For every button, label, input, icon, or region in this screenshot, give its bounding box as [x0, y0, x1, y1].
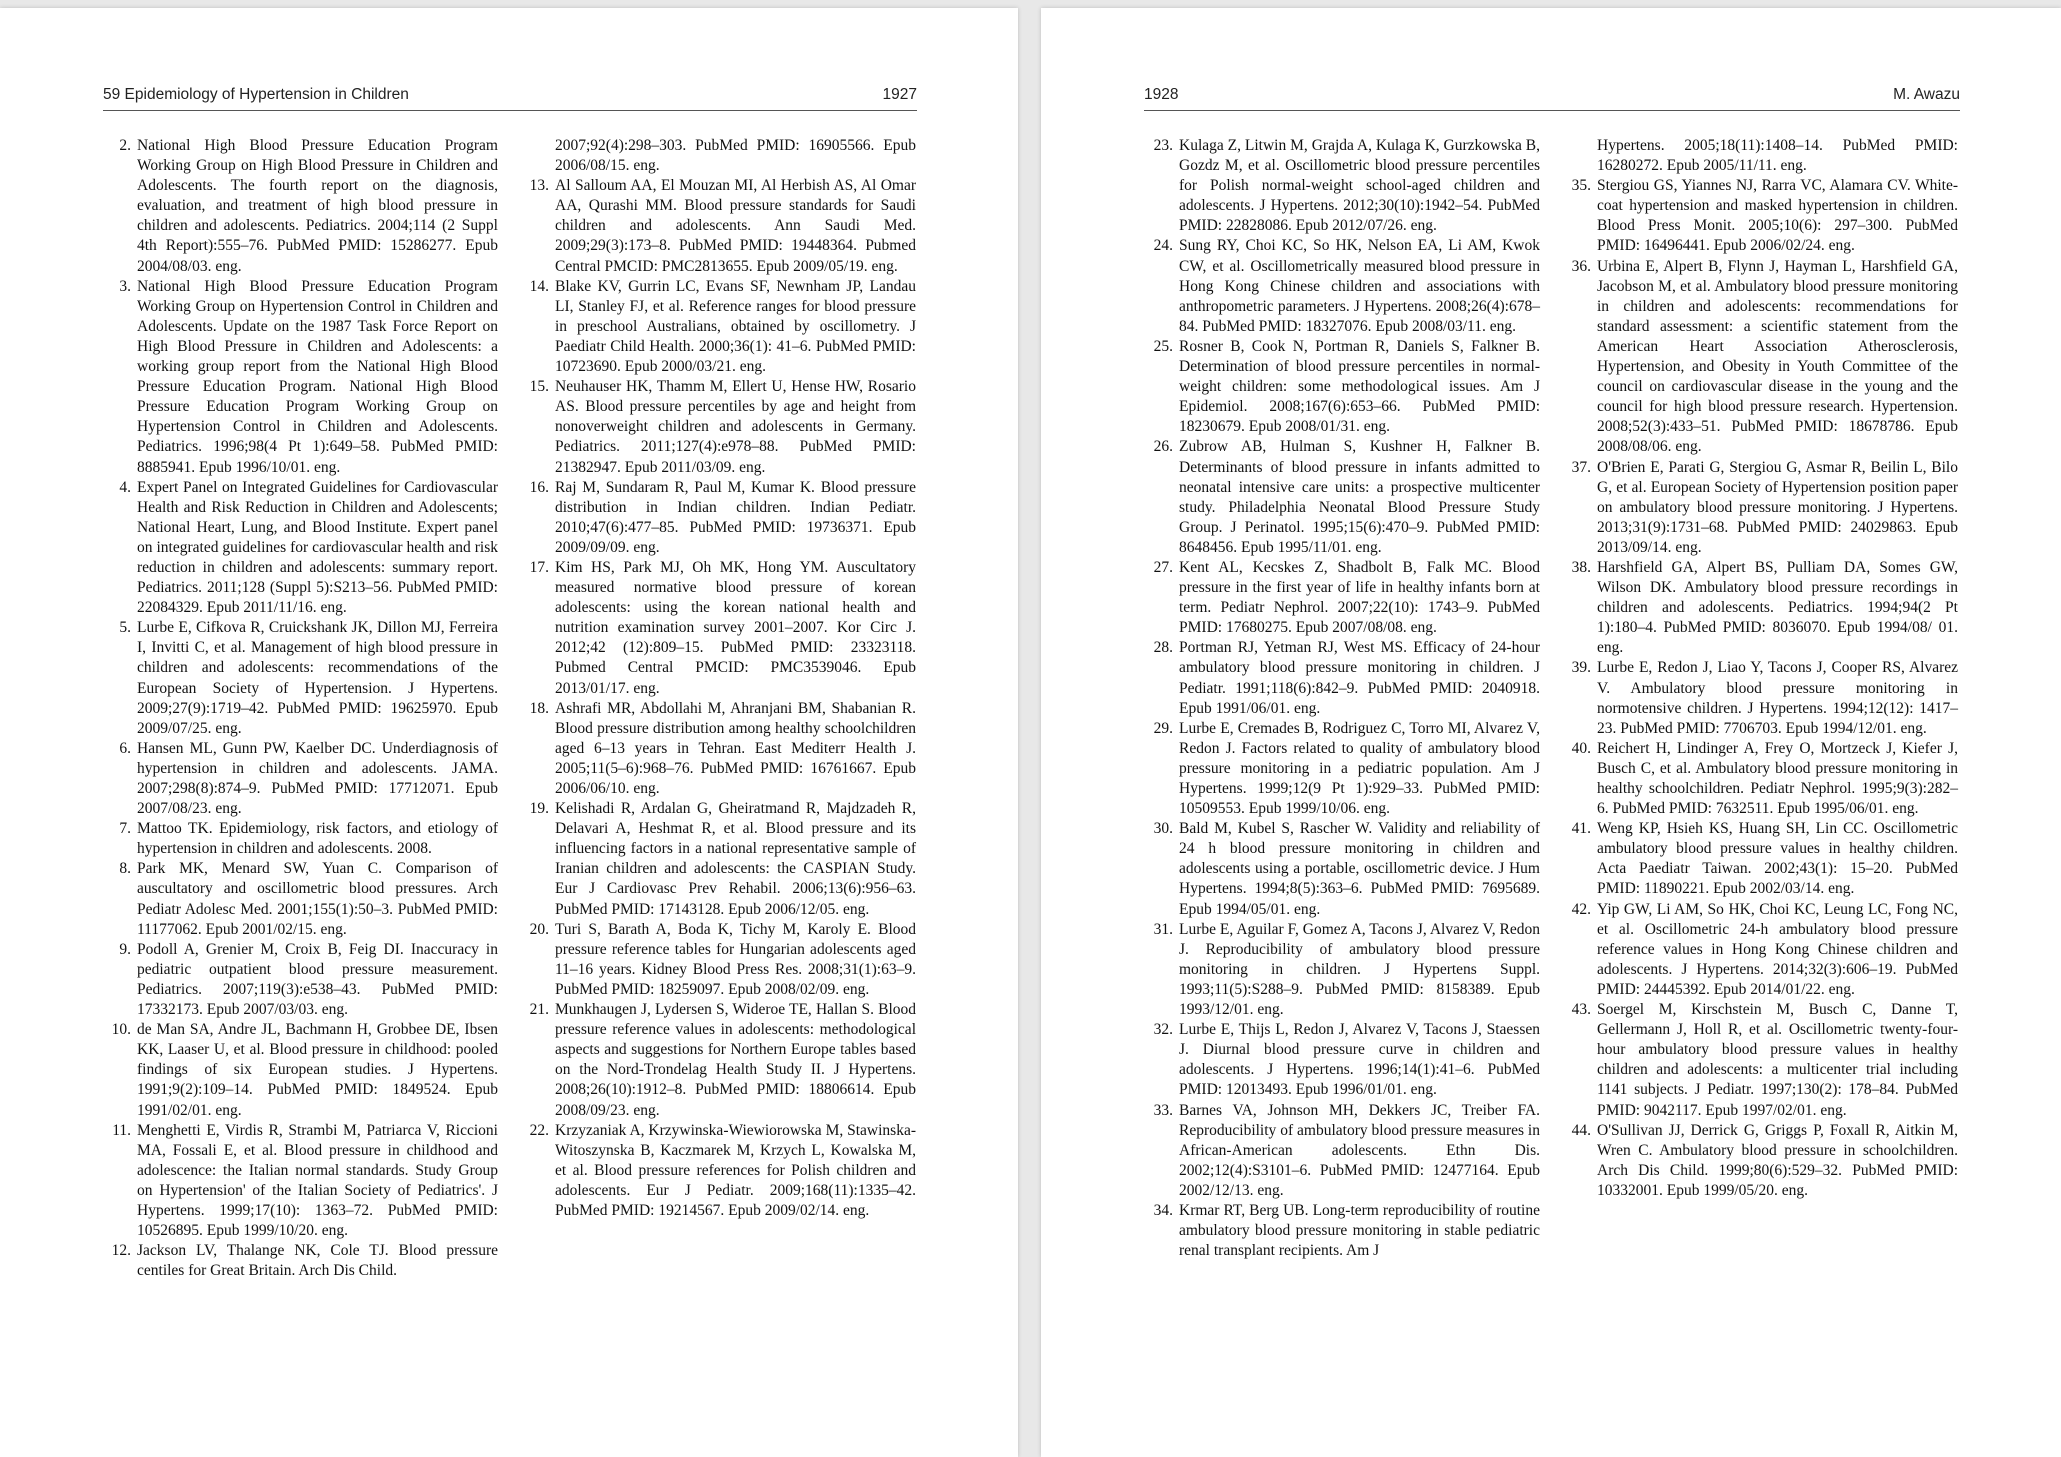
running-header [1144, 82, 1960, 111]
reference-text: Bald M, Kubel S, Rascher W. Validity and reliability of 24 h blood pressure monitoring in children and adolescents using a portable, oscillometric device. J Hum Hypertens. 1994;8(5):363–6. PubMed PMID: 7695689. Epub 1994/05/01. eng. [1179, 820, 1540, 918]
reference-text: 2007;92(4):298–303. PubMed PMID: 16905566. Epub 2006/08/15. eng. [555, 137, 916, 175]
reference-item [529, 1000, 916, 1121]
reference-number: 43. [1571, 1001, 1591, 1019]
author-name: M. Awazu [1893, 86, 1960, 103]
reference-item [1153, 1020, 1540, 1100]
reference-item [1153, 920, 1540, 1020]
reference-number: 41. [1571, 820, 1591, 838]
reference-item [1571, 257, 1958, 458]
reference-number: 34. [1153, 1201, 1173, 1219]
reference-text: O'Brien E, Parati G, Stergiou G, Asmar R, Beilin L, Bilo G, et al. European Society of Hypertension position paper on ambulatory blood pressure monitoring. J Hypertens. 2013;31(9):1731–68. PubMed PMID: 24029863. Epub 2013/09/14. eng. [1597, 458, 1958, 556]
right-page [1041, 8, 2061, 1457]
reference-item [1153, 437, 1540, 558]
page-number: 1927 [882, 86, 917, 103]
reference-item [1153, 1101, 1540, 1201]
reference-item [529, 478, 916, 558]
reference-number: 19. [529, 800, 549, 818]
reference-number: 8. [119, 860, 131, 878]
reference-text: Weng KP, Hsieh KS, Huang SH, Lin CC. Oscillometric ambulatory blood pressure values in healthy children. Acta Paediatr Taiwan. 2002;43(1): 15–20. PubMed PMID: 11890221. Epub 2002/03/14. eng. [1597, 820, 1958, 898]
reference-item [1571, 1121, 1958, 1201]
reference-text: Park MK, Menard SW, Yuan C. Comparison of auscultatory and oscillometric blood pressures. Arch Pediatr Adolesc Med. 2001;155(1):50–3. PubMed PMID: 11177062. Epub 2001/02/15. eng. [137, 860, 498, 938]
reference-number: 16. [529, 478, 549, 496]
reference-text: Reichert H, Lindinger A, Frey O, Mortzeck J, Kiefer J, Busch C, et al. Ambulatory blood pressure monitoring in healthy schoolchildren. Pediatr Nephrol. 1995;9(3):282–6. PubMed PMID: 7632511. Epub 1995/06/01. eng. [1597, 739, 1958, 818]
reference-number: 14. [529, 277, 549, 295]
reference-text: Yip GW, Li AM, So HK, Choi KC, Leung LC, Fong NC, et al. Oscillometric 24-h ambulatory blood pressure reference values in Hong Kong Chinese children and adolescents. J Hypertens. 2014;32(3):606–19. PubMed PMID: 24445392. Epub 2014/01/22. eng. [1597, 900, 1958, 998]
reference-number: 30. [1153, 820, 1173, 838]
reference-item [111, 1241, 498, 1281]
reference-number: 6. [119, 739, 131, 757]
reference-text: Lurbe E, Redon J, Liao Y, Tacons J, Cooper RS, Alvarez V. Ambulatory blood pressure monitoring in normotensive children. J Hypertens. 1994;12(12): 1417–23. PubMed PMID: 7706703. Epub 1994/12/01. eng. [1597, 659, 1958, 737]
reference-text: Podoll A, Grenier M, Croix B, Feig DI. Inaccuracy in pediatric outpatient blood pressure measurement. Pediatrics. 2007;119(3):e538–43. PubMed PMID: 17332173. Epub 2007/03/03. eng. [137, 940, 498, 1019]
reference-number: 12. [111, 1242, 131, 1260]
left-page [0, 8, 1018, 1457]
reference-item [1571, 658, 1958, 738]
reference-number: 2. [119, 137, 131, 154]
reference-item [111, 1020, 498, 1120]
reference-number: 38. [1571, 558, 1591, 576]
reference-text: Al Salloum AA, El Mouzan MI, Al Herbish AS, Al Omar AA, Qurashi MM. Blood pressure standards for Saudi children and adolescents. Ann Saudi Med. 2009;29(3):173–8. PubMed PMID: 19448364. Pubmed Central PMCID: PMC2813655. Epub 2009/05/19. eng. [555, 177, 916, 275]
reference-number: 39. [1571, 659, 1591, 677]
reference-text: Mattoo TK. Epidemiology, risk factors, and etiology of hypertension in children and adolescents. 2008. [137, 820, 498, 858]
running-header [103, 82, 917, 111]
reference-item [119, 618, 498, 739]
reference-number: 10. [111, 1021, 131, 1039]
reference-item [1571, 819, 1958, 899]
reference-number: 9. [119, 940, 131, 958]
reference-item [119, 940, 498, 1020]
reference-item [119, 136, 498, 277]
reference-item [1153, 558, 1540, 638]
reference-text: Barnes VA, Johnson MH, Dekkers JC, Treiber FA. Reproducibility of ambulatory blood pressure measures in African-American adolescents. Ethn Dis. 2002;12(4):S3101–6. PubMed PMID: 12477164. Epub 2002/12/13. eng. [1179, 1101, 1540, 1199]
reference-text: Krmar RT, Berg UB. Long-term reproducibility of routine ambulatory blood pressure monitoring in stable pediatric renal transplant recipients. Am J [1179, 1201, 1540, 1260]
reference-text: Jackson LV, Thalange NK, Cole TJ. Blood pressure centiles for Great Britain. Arch Dis Child. [137, 1242, 498, 1280]
reference-item [555, 136, 916, 176]
reference-number: 23. [1153, 137, 1173, 154]
reference-text: Hypertens. 2005;18(11):1408–14. PubMed PMID: 16280272. Epub 2005/11/11. eng. [1597, 137, 1958, 175]
reference-number: 18. [529, 699, 549, 717]
reference-item [529, 799, 916, 920]
reference-item [119, 739, 498, 819]
reference-item [1571, 900, 1958, 1000]
reference-number: 35. [1571, 177, 1591, 195]
reference-number: 3. [119, 277, 131, 295]
reference-text: Kelishadi R, Ardalan G, Gheiratmand R, Majdzadeh R, Delavari A, Heshmat R, et al. Blood pressure and its influencing factors in a national representative sample of Iranian children and adolescents: the CASPIAN Study. Eur J Cardiovasc Prev Rehabil. 2006;13(6):956–63. PubMed PMID: 17143128. Epub 2006/12/05. eng. [555, 800, 916, 918]
reference-item [529, 277, 916, 377]
reference-item [1571, 739, 1958, 819]
reference-number: 33. [1153, 1101, 1173, 1119]
reference-number: 5. [119, 619, 131, 637]
reference-number: 25. [1153, 337, 1173, 355]
reference-item [529, 699, 916, 799]
reference-text: Neuhauser HK, Thamm M, Ellert U, Hense HW, Rosario AS. Blood pressure percentiles by age and height from nonoverweight children and adolescents in Germany. Pediatrics. 2011;127(4):e978–88. PubMed PMID: 21382947. Epub 2011/03/09. eng. [555, 378, 916, 476]
reference-item [1153, 638, 1540, 718]
reference-text: Lurbe E, Cifkova R, Cruickshank JK, Dillon MJ, Ferreira I, Invitti C, et al. Management of high blood pressure in children and adolescents: recommendations of the European Society of Hypertension. J Hypertens. 2009;27(9):1719–42. PubMed PMID: 19625970. Epub 2009/07/25. eng. [137, 619, 498, 737]
reference-text: National High Blood Pressure Education Program Working Group on Hypertension Control in Children and Adolescents. Update on the 1987 Task Force Report on High Blood Pressure in Children and Adolescents: a working group report from the National High Blood Pressure Education Program. National High Blood Pressure Education Program Working Group on Hypertension Control in Children and Adolescents. Pediatrics. 1996;98(4 Pt 1):649–58. PubMed PMID: 8885941. Epub 1996/10/01. eng. [137, 277, 498, 476]
reference-item [1571, 1000, 1958, 1121]
reference-item [529, 377, 916, 477]
reference-number: 31. [1153, 920, 1173, 938]
reference-text: Lurbe E, Thijs L, Redon J, Alvarez V, Tacons J, Staessen J. Diurnal blood pressure curve in children and adolescents. J Hypertens. 1996;14(1):41–6. PubMed PMID: 12013493. Epub 1996/01/01. eng. [1179, 1021, 1540, 1099]
reference-number: 24. [1153, 237, 1173, 255]
reference-item [1153, 1201, 1540, 1261]
reference-item [1571, 176, 1958, 256]
reference-text: Raj M, Sundaram R, Paul M, Kumar K. Blood pressure distribution in Indian children. Indian Pediatr. 2010;47(6):477–85. PubMed PMID: 19736371. Epub 2009/09/09. eng. [555, 478, 916, 556]
reference-item [529, 176, 916, 276]
reference-number: 28. [1153, 639, 1173, 657]
reference-text: Ashrafi MR, Abdollahi M, Ahranjani BM, Shabanian R. Blood pressure distribution among healthy schoolchildren aged 6–13 years in Tehran. East Mediterr Health J. 2005;11(5–6):968–76. PubMed PMID: 16761667. Epub 2006/06/10. eng. [555, 699, 916, 797]
reference-text: Kulaga Z, Litwin M, Grajda A, Kulaga K, Gurzkowska B, Gozdz M, et al. Oscillometric blood pressure percentiles for Polish normal-weight school-aged children and adolescents. J Hypertens. 2012;30(10):1942–54. PubMed PMID: 22828086. Epub 2012/07/26. eng. [1179, 137, 1540, 235]
reference-column [1571, 136, 1958, 1201]
reference-text: Zubrow AB, Hulman S, Kushner H, Falkner B. Determinants of blood pressure in infants admitted to neonatal intensive care units: a prospective multicenter study. Philadelphia Neonatal Blood Pressure Study Group. J Perinatol. 1995;15(6):470–9. PubMed PMID: 8648456. Epub 1995/11/01. eng. [1179, 438, 1540, 556]
reference-number: 37. [1571, 458, 1591, 476]
reference-text: Krzyzaniak A, Krzywinska-Wiewiorowska M, Stawinska-Witoszynska B, Kaczmarek M, Krzych L, Kowalska M, et al. Blood pressure references for Polish children and adolescents. Eur J Pediatr. 2009;168(11):1335–42. PubMed PMID: 19214567. Epub 2009/02/14. eng. [555, 1121, 916, 1219]
reference-item [1153, 236, 1540, 336]
reference-text: National High Blood Pressure Education Program Working Group on High Blood Pressure in Children and Adolescents. The fourth report on the diagnosis, evaluation, and treatment of high blood pressure in children and adolescents. Pediatrics. 2004;114 (2 Suppl 4th Report):555–76. PubMed PMID: 15286277. Epub 2004/08/03. eng. [137, 137, 498, 275]
reference-text: Turi S, Barath A, Boda K, Tichy M, Karoly E. Blood pressure reference tables for Hungarian adolescents aged 11–16 years. Kidney Blood Press Res. 2008;31(1):63–9. PubMed PMID: 18259097. Epub 2008/02/09. eng. [555, 920, 916, 998]
reference-text: Munkhaugen J, Lydersen S, Wideroe TE, Hallan S. Blood pressure reference values in adolescents: methodological aspects and suggestions for Northern Europe tables based on the Nord-Trondelag Health Study II. J Hypertens. 2008;26(10):1912–8. PubMed PMID: 18806614. Epub 2008/09/23. eng. [555, 1001, 916, 1119]
reference-number: 15. [529, 378, 549, 396]
reference-number: 21. [529, 1001, 549, 1019]
reference-text: Menghetti E, Virdis R, Strambi M, Patriarca V, Riccioni MA, Fossali E, et al. Blood pressure in childhood and adolescence: the Italian normal standards. Study Group on Hypertension' of the Italian Society of Pediatrics'. J Hypertens. 1999;17(10): 1363–72. PubMed PMID: 10526895. Epub 1999/10/20. eng. [137, 1121, 498, 1240]
reference-text: Lurbe E, Cremades B, Rodriguez C, Torro MI, Alvarez V, Redon J. Factors related to quality of ambulatory blood pressure monitoring in a pediatric population. Am J Hypertens. 1999;12(9 Pt 1):929–33. PubMed PMID: 10509553. Epub 1999/10/06. eng. [1179, 719, 1540, 818]
reference-item [1153, 819, 1540, 919]
reference-text: O'Sullivan JJ, Derrick G, Griggs P, Foxall R, Aitkin M, Wren C. Ambulatory blood pressure in schoolchildren. Arch Dis Child. 1999;80(6):529–32. PubMed PMID: 10332001. Epub 1999/05/20. eng. [1597, 1121, 1958, 1199]
reference-item [1153, 719, 1540, 819]
reference-item [1571, 558, 1958, 658]
chapter-title: 59 Epidemiology of Hypertension in Children [103, 86, 409, 103]
reference-number: 44. [1571, 1121, 1591, 1139]
reference-number: 36. [1571, 257, 1591, 275]
reference-column [1153, 136, 1540, 1261]
reference-item [1571, 458, 1958, 558]
reference-number: 11. [112, 1121, 131, 1139]
reference-text: de Man SA, Andre JL, Bachmann H, Grobbee DE, Ibsen KK, Laaser U, et al. Blood pressure in childhood: pooled findings of six European studies. J Hypertens. 1991;9(2):109–14. PubMed PMID: 1849524. Epub 1991/02/01. eng. [137, 1021, 498, 1119]
reference-item [119, 819, 498, 859]
reference-item [112, 1121, 498, 1242]
reference-number: 27. [1153, 558, 1173, 576]
reference-item [119, 859, 498, 939]
reference-item [119, 277, 498, 478]
reference-number: 22. [529, 1121, 549, 1139]
reference-item [1597, 136, 1958, 176]
reference-number: 26. [1153, 438, 1173, 456]
reference-item [119, 478, 498, 619]
reference-text: Hansen ML, Gunn PW, Kaelber DC. Underdiagnosis of hypertension in children and adolescents. JAMA. 2007;298(8):874–9. PubMed PMID: 17712071. Epub 2007/08/23. eng. [137, 739, 498, 818]
reference-item [529, 920, 916, 1000]
reference-text: Soergel M, Kirschstein M, Busch C, Danne T, Gellermann J, Holl R, et al. Oscillometric twenty-four-hour ambulatory blood pressure values in healthy children and adolescents: a multicenter trial including 1141 subjects. J Pediatr. 1997;130(2): 178–84. PubMed PMID: 9042117. Epub 1997/02/01. eng. [1597, 1001, 1958, 1119]
reference-number: 29. [1153, 719, 1173, 737]
reference-number: 32. [1153, 1021, 1173, 1039]
reference-text: Blake KV, Gurrin LC, Evans SF, Newnham JP, Landau LI, Stanley FJ, et al. Reference ranges for blood pressure in preschool Australians, obtained by oscillometry. J Paediatr Child Health. 2000;36(1): 41–6. PubMed PMID: 10723690. Epub 2000/03/21. eng. [555, 277, 916, 376]
reference-column [111, 136, 498, 1281]
reference-number: 40. [1571, 739, 1591, 757]
reference-text: Stergiou GS, Yiannes NJ, Rarra VC, Alamara CV. White-coat hypertension and masked hypertension in children. Blood Press Monit. 2005;10(6): 297–300. PubMed PMID: 16496441. Epub 2006/02/24. eng. [1597, 177, 1958, 255]
reference-text: Harshfield GA, Alpert BS, Pulliam DA, Somes GW, Wilson DK. Ambulatory blood pressure recordings in children and adolescents. Pediatrics. 1994;94(2 Pt 1):180–4. PubMed PMID: 8036070. Epub 1994/08/ 01. eng. [1597, 558, 1958, 657]
reference-text: Portman RJ, Yetman RJ, West MS. Efficacy of 24-hour ambulatory blood pressure monitoring in children. J Pediatr. 1991;118(6):842–9. PubMed PMID: 2040918. Epub 1991/06/01. eng. [1179, 639, 1540, 717]
reference-item [1153, 337, 1540, 437]
reference-column [529, 136, 916, 1221]
reference-text: Sung RY, Choi KC, So HK, Nelson EA, Li AM, Kwok CW, et al. Oscillometrically measured blood pressure in Hong Kong Chinese children and associations with anthropometric parameters. J Hypertens. 2008;26(4):678–84. PubMed PMID: 18327076. Epub 2008/03/11. eng. [1179, 237, 1540, 335]
reference-number: 42. [1571, 900, 1591, 918]
reference-text: Lurbe E, Aguilar F, Gomez A, Tacons J, Alvarez V, Redon J. Reproducibility of ambulatory blood pressure monitoring in children. J Hypertens Suppl. 1993;11(5):S288–9. PubMed PMID: 8158389. Epub 1993/12/01. eng. [1179, 920, 1540, 1019]
reference-number: 20. [529, 920, 549, 938]
reference-number: 4. [119, 478, 131, 496]
reference-text: Urbina E, Alpert B, Flynn J, Hayman L, Harshfield GA, Jacobson M, et al. Ambulatory blood pressure monitoring in children and adolescents: recommendations for standard assessment: a scientific statement from the American Heart Association Atherosclerosis, Hypertension, and Obesity in Youth Committee of the council on cardiovascular disease in the young and the council for high blood pressure research. Hypertension. 2008;52(3):433–51. PubMed PMID: 18678786. Epub 2008/08/06. eng. [1597, 257, 1958, 456]
reference-item [529, 1121, 916, 1221]
reference-number: 17. [529, 558, 549, 576]
page-number: 1928 [1144, 86, 1179, 103]
reference-number: 7. [119, 820, 131, 838]
reference-text: Kim HS, Park MJ, Oh MK, Hong YM. Auscultatory measured normative blood pressure of korean adolescents: using the korean national health and nutrition examination survey 2001–2007. Kor Circ J. 2012;42 (12):809–15. PubMed PMID: 23323118. Pubmed Central PMCID: PMC3539046. Epub 2013/01/17. eng. [555, 558, 916, 697]
reference-text: Rosner B, Cook N, Portman R, Daniels S, Falkner B. Determination of blood pressure percentiles in normal-weight children: some methodological issues. Am J Epidemiol. 2008;167(6):653–66. PubMed PMID: 18230679. Epub 2008/01/31. eng. [1179, 337, 1540, 436]
reference-number: 13. [529, 177, 549, 195]
reference-item [529, 558, 916, 699]
reference-item [1153, 136, 1540, 236]
reference-text: Expert Panel on Integrated Guidelines for Cardiovascular Health and Risk Reduction in Children and Adolescents; National Heart, Lung, and Blood Institute. Expert panel on integrated guidelines for cardiovascular health and risk reduction in children and adolescents: summary report. Pediatrics. 2011;128 (Suppl 5):S213–56. PubMed PMID: 22084329. Epub 2011/11/16. eng. [137, 478, 498, 617]
reference-text: Kent AL, Kecskes Z, Shadbolt B, Falk MC. Blood pressure in the first year of life in healthy infants born at term. Pediatr Nephrol. 2007;22(10): 1743–9. PubMed PMID: 17680275. Epub 2007/08/08. eng. [1179, 558, 1540, 637]
